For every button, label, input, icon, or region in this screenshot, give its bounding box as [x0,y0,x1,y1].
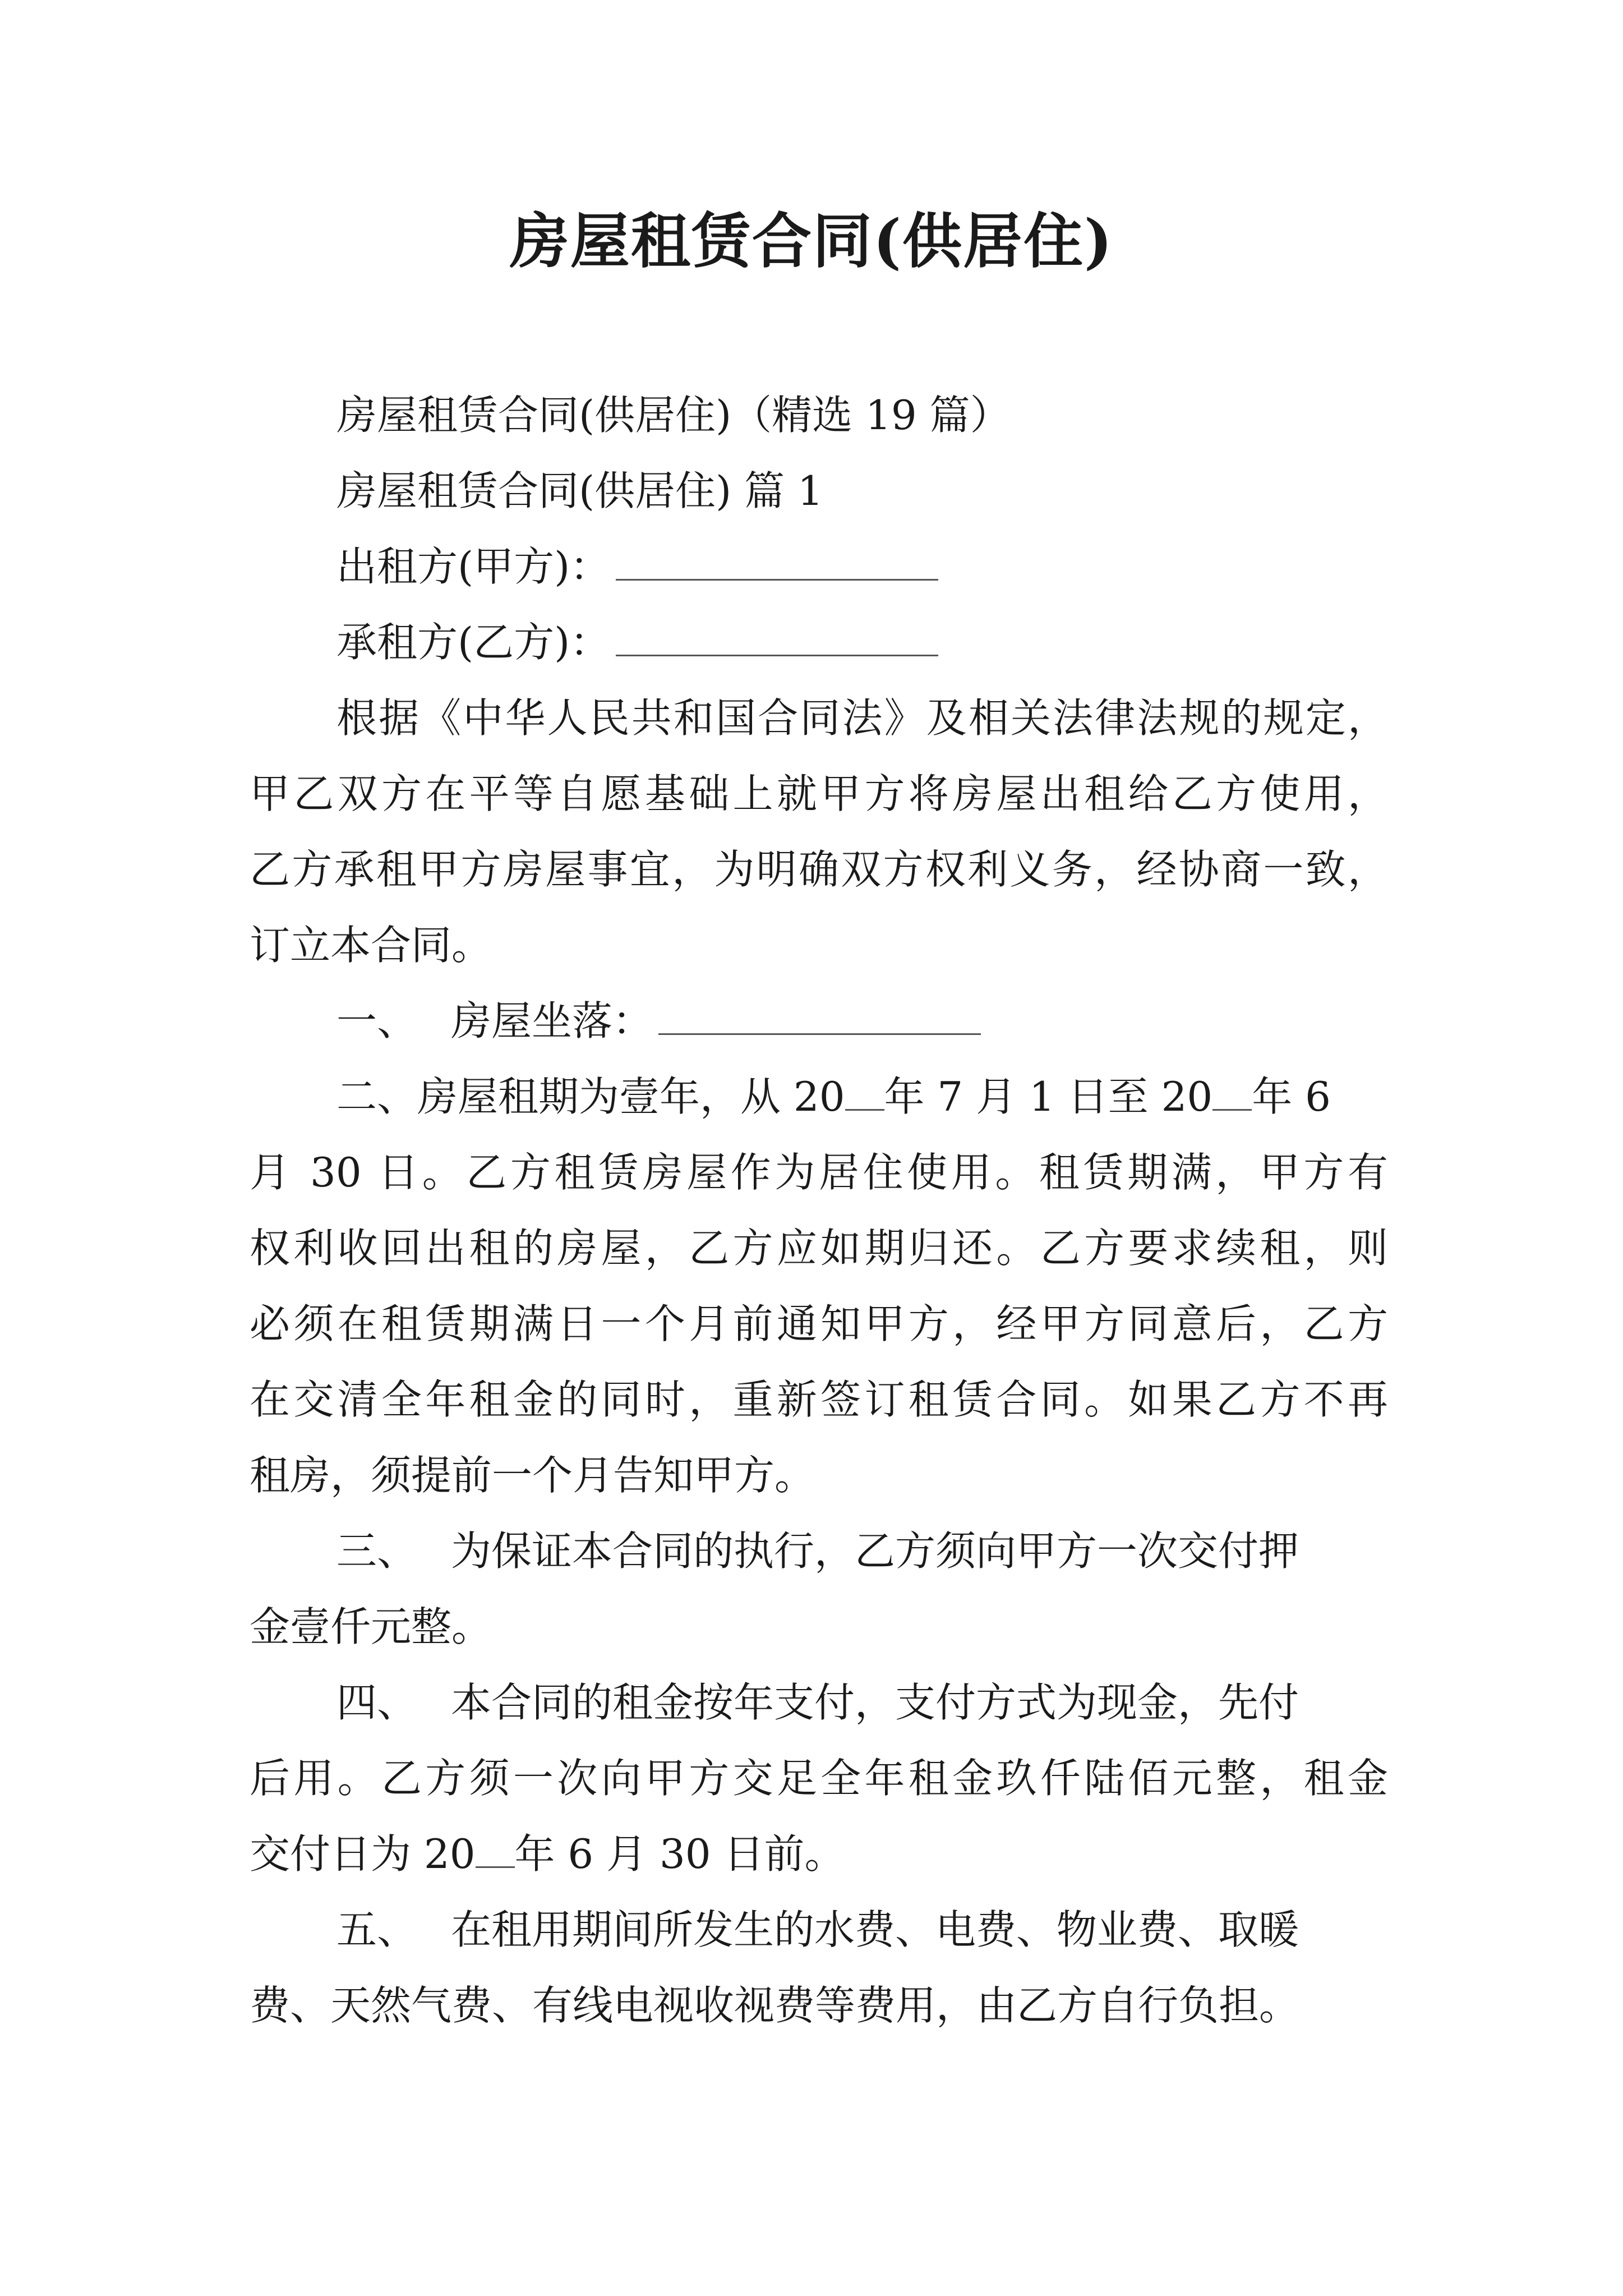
clause-5-first-line [336,1902,1388,1958]
clause-4-text: 交付日为 20 [250,1830,476,1878]
intro-line: 甲乙双方在平等自愿基础上就甲方将房屋出租给乙方使用， [250,770,1388,817]
clause-2-line: 租房，须提前一个月告知甲方。 [250,1452,815,1499]
clause-5-label: 五、 [336,1906,418,1953]
clause-4-text: 本合同的租金按年支付，支付方式为现金，先付 [451,1679,1299,1726]
clause-2-first-line [336,1069,1388,1125]
clause-1 [336,993,1388,1049]
clause-3-label: 三、 [336,1527,418,1575]
clause-5-line: 费、天然气费、有线电视收视费等费用，由乙方自行负担。 [250,1982,1300,2029]
intro-line: 乙方承租甲方房屋事宜，为明确双方权利义务，经协商一致， [250,846,1388,893]
clause-2-text: 年 7 月 1 日至 20 [884,1073,1213,1120]
clause-3-text: 为保证本合同的执行，乙方须向甲方一次交付押 [451,1527,1299,1575]
clause-4-text: 年 6 月 30 日前。 [514,1830,845,1878]
document-subtitle: 房屋租赁合同(供居住)（精选 19 篇） [336,392,1011,439]
section-heading: 房屋租赁合同(供居住) 篇 1 [336,467,823,514]
clause-4-label: 四、 [336,1679,418,1726]
clause-2-text: 二、房屋租期为壹年，从 20 [336,1073,845,1120]
clause-3-line: 金壹仟元整。 [250,1603,492,1650]
clause-4-line: 后用。乙方须一次向甲方交足全年租金玖仟陆佰元整，租金 [250,1755,1388,1802]
party-b-line [336,614,1388,670]
year-blank [476,1834,515,1868]
clause-3-first-line [336,1523,1388,1579]
party-b-blank [616,621,938,656]
party-b-label: 承租方(乙方)： [336,619,611,666]
clause-2-text: 年 6 [1252,1073,1331,1120]
clause-2-line: 在交清全年租金的同时，重新签订租赁合同。如果乙方不再 [250,1376,1388,1423]
clause-2-line: 必须在租赁期满日一个月前通知甲方，经甲方同意后，乙方 [250,1300,1388,1347]
clause-4-first-line [336,1674,1388,1731]
clause-2-line: 月 30 日。乙方租赁房屋作为居住使用。租赁期满，甲方有 [250,1149,1388,1196]
clause-4-last-line [250,1826,1388,1882]
year-blank [1212,1076,1252,1111]
document-title: 房屋租赁合同(供居住) [509,206,1114,276]
intro-line: 根据《中华人民共和国合同法》及相关法律法规的规定， [336,694,1388,742]
clause-5-text: 在租用期间所发生的水费、电费、物业费、取暖 [451,1906,1299,1953]
party-a-line [336,539,1388,595]
address-blank [658,1000,981,1035]
clause-2-line: 权利收回出租的房屋，乙方应如期归还。乙方要求续租，则 [250,1225,1388,1272]
year-blank [845,1076,884,1111]
clause-1-label: 一、 [336,997,418,1045]
party-a-blank [616,545,938,581]
clause-1-text: 房屋坐落： [451,997,653,1045]
intro-line: 订立本合同。 [250,922,492,969]
party-a-label: 出租方(甲方)： [336,543,611,590]
